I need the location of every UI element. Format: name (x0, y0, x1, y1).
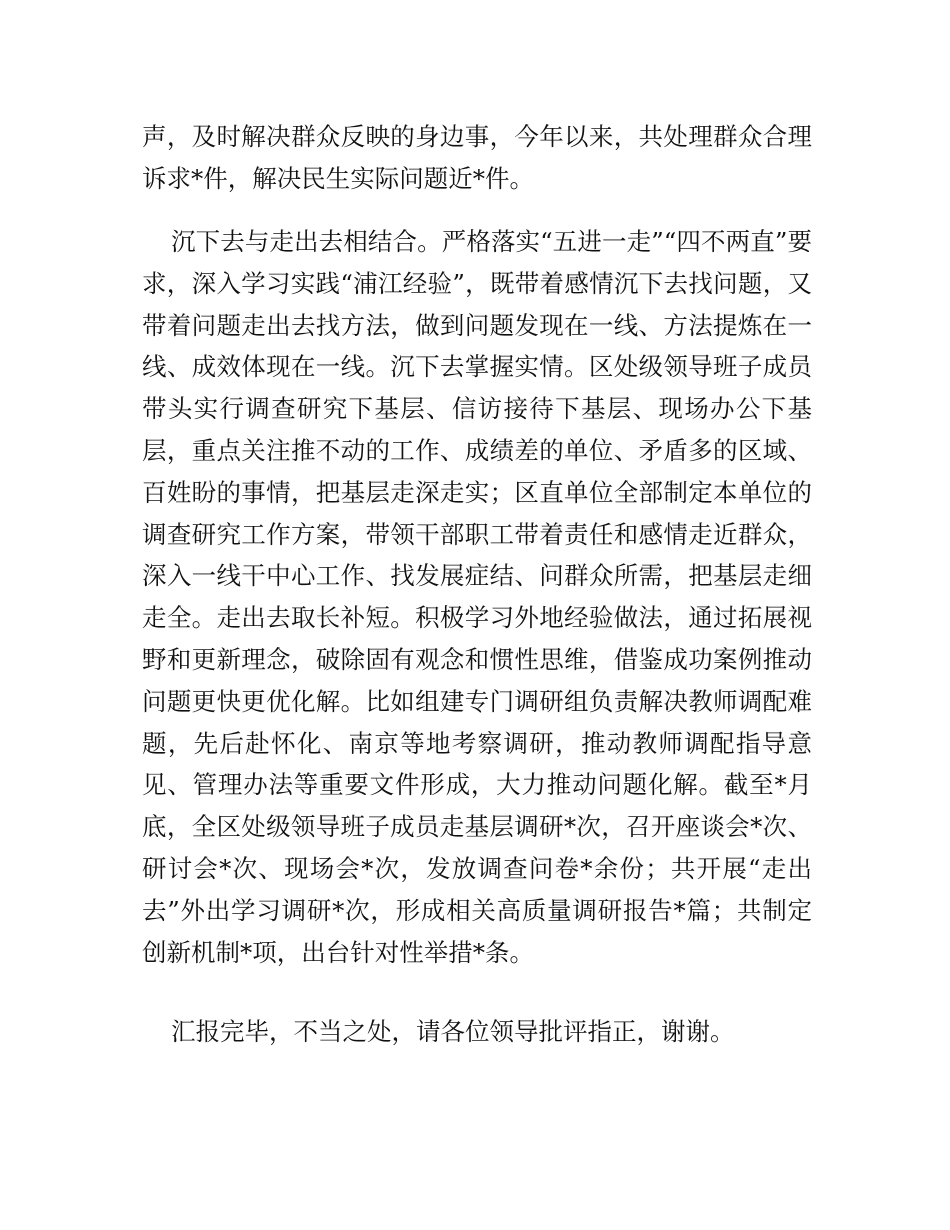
paragraph-continuation: 声，及时解决群众反映的身边事，今年以来，共处理群众合理诉求*件，解决民生实际问题近*件。 (142, 122, 812, 193)
paragraph-closing: 汇报完毕，不当之处，请各位领导批评指正，谢谢。 (171, 1017, 735, 1046)
paragraph-fieldwork: 沉下去与走出去相结合。严格落实“五进一走”“四不两直”要求，深入学习实践“浦江经验”，既带着感情沉下去找问题，又带着问题走出去找方法，做到问题发现在一线、方法提炼在一线、成效体现在一线。沉下去掌握实情。区处级领导班子成员带头实行调查研究下基层、信访接待下基层、现场办公下基层，重点关注推不动的工作、成绩差的单位、矛盾多的区域、百姓盼的事情，把基层走深走实；区直单位全部制定本单位的调查研究工作方案，带领干部职工带着责任和感情走近群众，深入一线干中心工作、找发展症结、问群众所需，把基层走细走全。走出去取长补短。积极学习外地经验做法，通过拓展视野和更新理念，破除固有观念和惯性思维，借鉴成功案例推动问题更快更优化解。比如组建专门调研组负责解决教师调配难题，先后赴怀化、南京等地考察调研，推动教师调配指导意见、管理办法等重要文件形成，大力推动问题化解。截至*月底，全区处级领导班子成员走基层调研*次，召开座谈会*次、研讨会*次、现场会*次，发放调查问卷*余份；共开展“走出去”外出学习调研*次，形成相关高质量调研报告*篇；共制定创新机制*项，出台针对性举措*条。 (142, 227, 812, 967)
